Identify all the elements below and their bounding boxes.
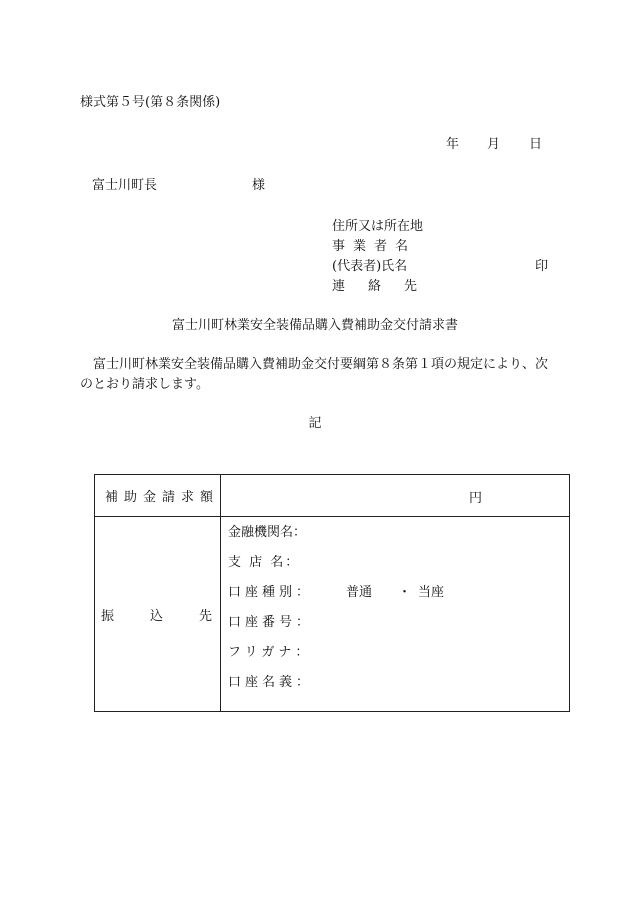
account-holder-label: 口座名義：	[228, 675, 314, 690]
account-type-label: 口座種別：	[228, 585, 314, 600]
date-month-label: 月	[487, 137, 501, 152]
contact-char-2: 絡	[368, 279, 382, 294]
amount-unit: 円	[469, 491, 483, 506]
branch-line[interactable]	[228, 555, 569, 585]
account-holder-line[interactable]	[228, 675, 569, 705]
date-day-label: 日	[529, 137, 543, 152]
transfer-row	[95, 517, 570, 712]
account-type-line	[228, 585, 569, 615]
amount-label: 補助金請求額	[95, 475, 221, 517]
amount-value-cell[interactable]	[221, 475, 570, 517]
account-type-separator: ・	[398, 585, 412, 600]
transfer-char-1: 振	[101, 608, 115, 624]
contact-char-1: 連	[332, 279, 346, 294]
transfer-details-cell	[221, 517, 570, 712]
applicant-contact-label	[332, 279, 417, 295]
transfer-label-cell	[95, 517, 221, 712]
transfer-char-2: 込	[149, 608, 163, 624]
date-year-label: 年	[446, 137, 460, 152]
addressee-name: 富士川町長	[92, 178, 158, 193]
ki-heading: 記	[308, 416, 322, 431]
applicant-representative-label: (代表者)氏名	[332, 259, 408, 274]
amount-row	[95, 475, 570, 517]
contact-char-3: 先	[404, 279, 418, 294]
account-number-label: 口座番号：	[228, 615, 314, 630]
applicant-business-label: 事業者名	[332, 239, 417, 254]
account-number-line[interactable]	[228, 615, 569, 645]
transfer-char-3: 先	[198, 608, 212, 624]
bank-name-line[interactable]	[228, 525, 569, 555]
branch-label: 支 店 名：	[228, 555, 301, 570]
request-table	[94, 474, 570, 712]
document-title: 富士川町林業安全装備品購入費補助金交付請求書	[171, 318, 458, 333]
furigana-label: フリガナ：	[228, 645, 313, 660]
seal-mark: 印	[535, 259, 549, 274]
applicant-address-label: 住所又は所在地	[332, 219, 424, 234]
form-number: 様式第５号(第８条関係)	[80, 95, 221, 110]
account-type-ordinary[interactable]: 普通	[346, 585, 373, 600]
account-type-current[interactable]: 当座	[418, 585, 445, 600]
addressee-suffix: 様	[252, 178, 266, 193]
body-text: 富士川町林業安全装備品購入費補助金交付要綱第８条第１項の規定により、次のとおり請求します。	[80, 357, 549, 392]
bank-name-label: 金融機関名：	[228, 525, 307, 540]
furigana-line[interactable]	[228, 645, 569, 675]
